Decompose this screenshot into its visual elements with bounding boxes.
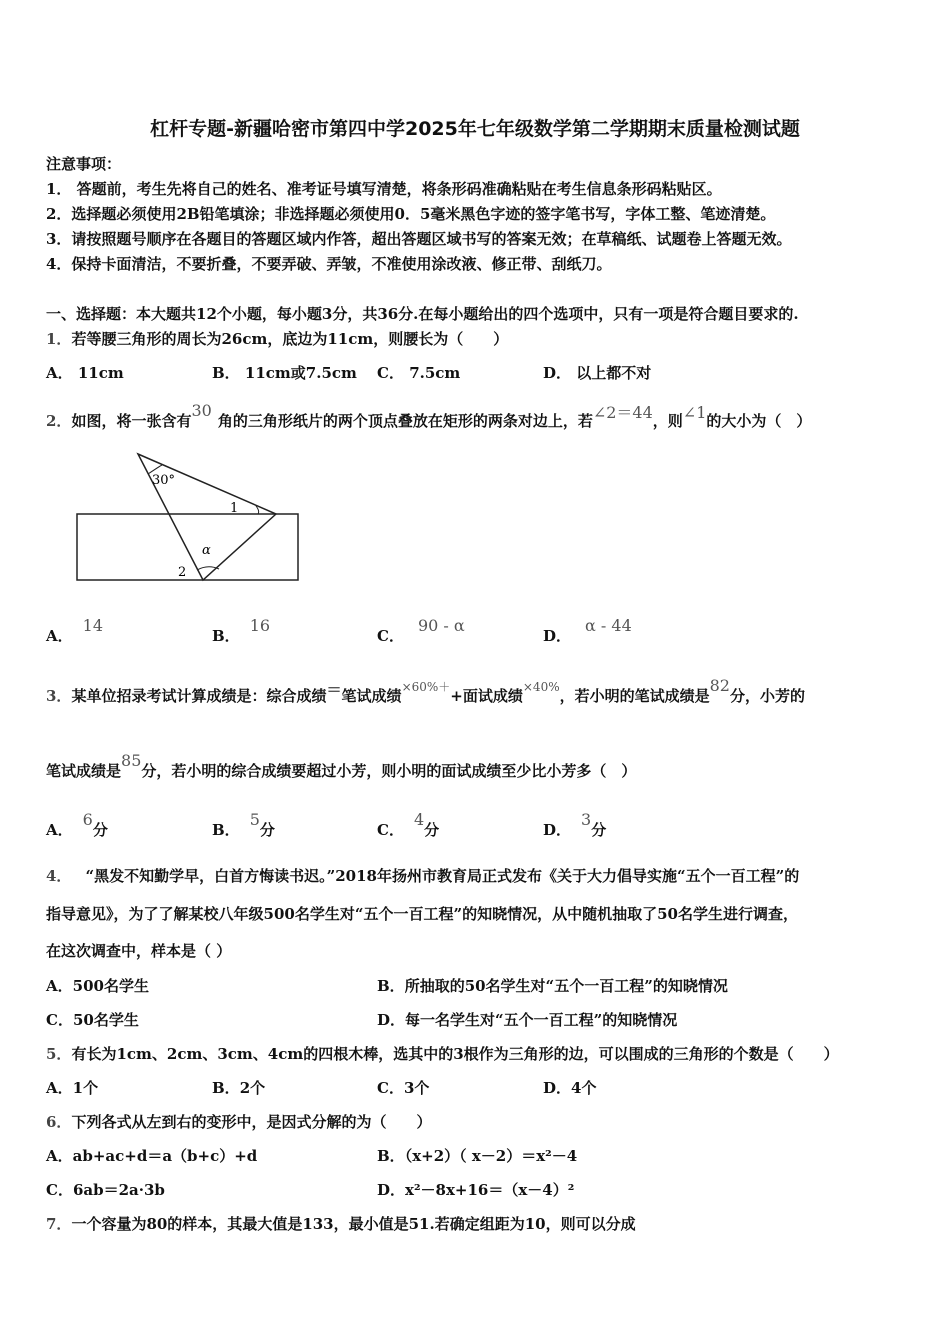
question-2 — [46, 401, 812, 431]
math-85: 85 — [121, 751, 142, 770]
question-text: 某单位招录考试计算成绩是：综合成绩 — [71, 687, 327, 705]
question-text: 若等腰三角形的周长为26cm，底边为11cm，则腰长为（ ） — [71, 330, 509, 348]
label-30-degree: 30° — [152, 473, 176, 488]
option-b: B．所抽取的50名学生对“五个一百工程”的知晓情况 — [377, 977, 728, 995]
option-a: A．6分 — [46, 810, 108, 839]
question-3 — [46, 676, 805, 706]
section-header: 一、选择题：本大题共12个小题，每小题3分，共36分.在每小题给出的四个选项中，只有一项是符合题目要求的. — [46, 305, 799, 323]
question-text: 笔试成绩 — [341, 687, 402, 705]
question-text: +面试成绩 — [450, 687, 523, 705]
option-a: A．14 — [46, 616, 103, 645]
label-angle-2: 2 — [178, 565, 187, 580]
option-b: B．（x+2）（ x－2）＝x²－4 — [377, 1147, 578, 1165]
option-b: B．5分 — [212, 810, 275, 839]
question-text: 如图，将一张含有 — [71, 412, 192, 430]
math-equals: = — [326, 679, 342, 700]
option-d: D．每一名学生对“五个一百工程”的知晓情况 — [377, 1011, 678, 1029]
question-text: ，若小明的笔试成绩是 — [559, 687, 710, 705]
option-c: C．4分 — [377, 810, 440, 839]
option-b: B．2个 — [212, 1079, 266, 1097]
option-c: C．90 - α — [377, 616, 465, 645]
option-d: D． 以上都不对 — [543, 364, 652, 382]
option-c: C．3个 — [377, 1079, 430, 1097]
angle-arc — [256, 506, 259, 514]
question-number: 7． — [46, 1215, 72, 1233]
option-d: D．x²－8x+16＝（x－4）² — [377, 1181, 575, 1199]
question-text: 笔试成绩是 — [46, 762, 122, 780]
question-4 — [46, 865, 799, 886]
option-a: A．1个 — [46, 1079, 99, 1097]
question-6 — [46, 1111, 431, 1132]
question-number: 6． — [46, 1113, 72, 1131]
question-1 — [46, 328, 508, 349]
question-7 — [46, 1213, 636, 1234]
question-number: 3． — [46, 687, 72, 705]
math-82: 82 — [709, 676, 730, 695]
question-text: 一个容量为80的样本，其最大值是133，最小值是51.若确定组距为10，则可以分成 — [71, 1215, 636, 1233]
question-text: 下列各式从左到右的变形中，是因式分解的为（ ） — [71, 1113, 432, 1131]
option-a: A． 11cm — [46, 364, 124, 382]
page-title: 杠杆专题-新疆哈密市第四中学2025年七年级数学第二学期期末质量检测试题 — [150, 118, 800, 140]
question-4-line2: 指导意见》，为了了解某校八年级500名学生对“五个一百工程”的知晓情况，从中随机抽取了50名学生进行调查， — [46, 905, 798, 923]
notice-item: 2．选择题必须使用2B铅笔填涂；非选择题必须使用0．5毫米黑色字迹的签字笔书写，字体工整、笔迹清楚。 — [46, 205, 776, 223]
option-b: B． 11cm或7.5cm — [212, 364, 357, 382]
question-text: 分，小芳的 — [729, 687, 805, 705]
option-a: A．500名学生 — [46, 977, 149, 995]
option-b: B．16 — [212, 616, 271, 645]
math-30: 30 — [191, 401, 212, 420]
question-number: 1． — [46, 330, 72, 348]
math-angle2: ∠2＝44 — [592, 403, 653, 422]
question-3-line2 — [46, 751, 637, 781]
question-4-line3: 在这次调查中，样本是（ ） — [46, 942, 232, 960]
question-number: 5． — [46, 1045, 72, 1063]
math-40-percent: ×40% — [522, 680, 560, 694]
option-c: C．50名学生 — [46, 1011, 139, 1029]
option-d: D．4个 — [543, 1079, 597, 1097]
question-text: ，则 — [652, 412, 683, 430]
triangle-rectangle-figure — [70, 448, 310, 588]
option-c: C．6ab＝2a·3b — [46, 1181, 165, 1199]
notice-item: 4．保持卡面清洁，不要折叠，不要弄破、弄皱，不准使用涂改液、修正带、刮纸刀。 — [46, 255, 612, 273]
label-alpha: α — [202, 543, 211, 558]
notice-item: 3．请按照题号顺序在各题目的答题区域内作答，超出答题区域书写的答案无效；在草稿纸、试题卷上答题无效。 — [46, 230, 792, 248]
notice-header: 注意事项： — [46, 155, 122, 173]
option-d: D．3分 — [543, 810, 607, 839]
question-number: 4． — [46, 867, 72, 885]
question-5 — [46, 1043, 839, 1064]
option-c: C． 7.5cm — [377, 364, 461, 382]
question-text: “黑发不知勤学早，白首方悔读书迟。”2018年扬州市教育局正式发布《关于大力倡导实施“五个一百工程”的 — [85, 867, 800, 885]
option-a: A．ab+ac+d＝a（b+c）+d — [46, 1147, 258, 1165]
notice-item: 1． 答题前，考生先将自己的姓名、准考证号填写清楚，将条形码准确粘贴在考生信息条形码粘贴区。 — [46, 180, 722, 198]
question-text: 分，若小明的综合成绩要超过小芳，则小明的面试成绩至少比小芳多（ ） — [141, 762, 637, 780]
option-d: D．α - 44 — [543, 616, 632, 645]
question-text: 有长为1cm、2cm、3cm、4cm的四根木棒，选其中的3根作为三角形的边，可以围成的三角形的个数是（ ） — [71, 1045, 839, 1063]
math-60-percent: ×60%＋ — [401, 680, 451, 694]
math-angle1: ∠1 — [682, 403, 707, 422]
label-angle-1: 1 — [230, 501, 239, 516]
question-text: 角的三角形纸片的两个顶点叠放在矩形的两条对边上，若 — [217, 412, 593, 430]
question-number: 2． — [46, 412, 72, 430]
question-text: 的大小为（ ） — [706, 412, 812, 430]
